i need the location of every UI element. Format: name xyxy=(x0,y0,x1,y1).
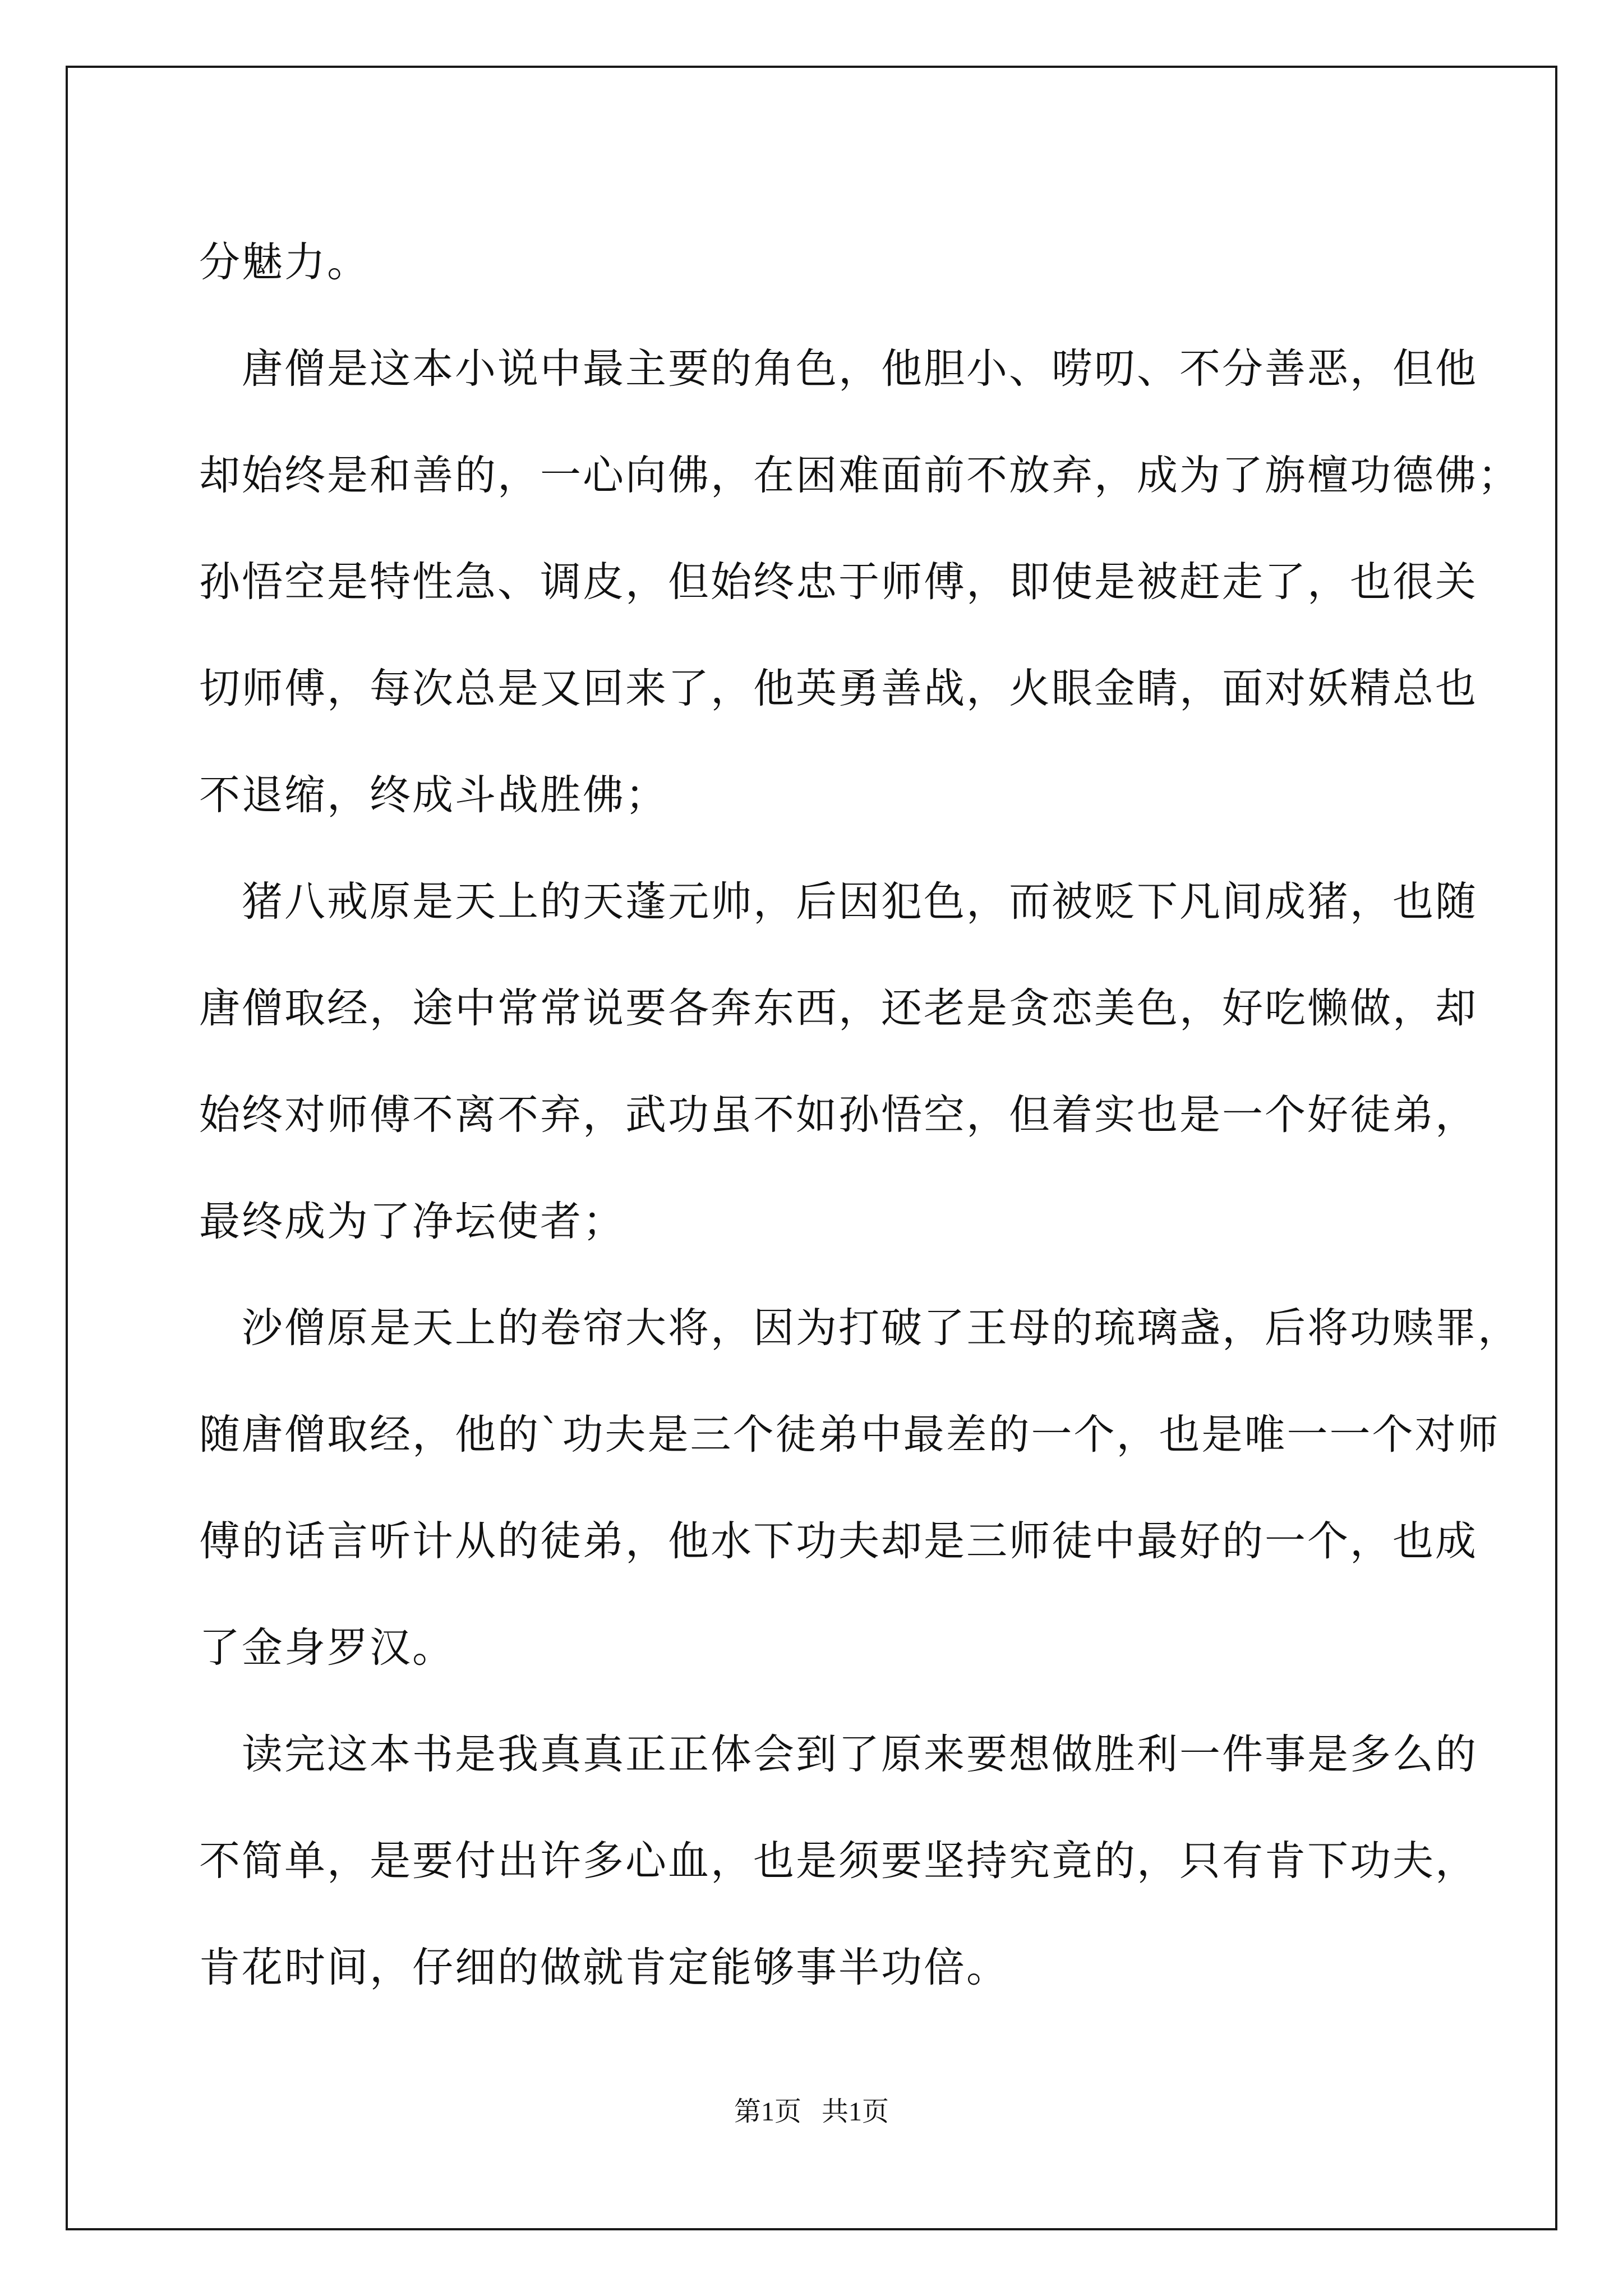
text-line: 不简单，是要付出许多心血，也是须要坚持究竟的，只有肯下功夫， xyxy=(199,1837,1478,1885)
text-line: 分魅力。 xyxy=(199,238,370,286)
page-footer xyxy=(0,2095,1623,2129)
text-line: 猪八戒原是天上的天蓬元帅，后因犯色，而被贬下凡间成猪，也随 xyxy=(199,878,1478,926)
page-total: 共1页 xyxy=(822,2097,889,2127)
text-line: 沙僧原是天上的卷帘大将，因为打破了王母的琉璃盏，后将功赎罪， xyxy=(199,1304,1520,1352)
text-line: 孙悟空是特性急、调皮，但始终忠于师傅，即使是被赶走了，也很关 xyxy=(199,558,1478,606)
text-line: 唐僧是这本小说中最主要的角色，他胆小、唠叨、不分善恶，但他 xyxy=(199,345,1478,393)
text-line: 读完这本书是我真真正正体会到了原来要想做胜利一件事是多么的 xyxy=(199,1731,1478,1778)
text-line: 了金身罗汉。 xyxy=(199,1624,455,1672)
text-line: 却始终是和善的，一心向佛，在困难面前不放弃，成为了旃檀功德佛； xyxy=(199,452,1520,499)
footer-gap xyxy=(801,2097,822,2127)
text-line: 不退缩，终成斗战胜佛； xyxy=(199,771,668,819)
page-number: 第1页 xyxy=(734,2097,801,2127)
text-line: 切师傅，每次总是又回来了，他英勇善战，火眼金睛，面对妖精总也 xyxy=(199,665,1478,712)
text-line: 最终成为了净坛使者； xyxy=(199,1198,625,1245)
text-line: 唐僧取经，途中常常说要各奔东西，还老是贪恋美色，好吃懒做，却 xyxy=(199,984,1478,1032)
text-line: 始终对师傅不离不弃，武功虽不如孙悟空，但着实也是一个好徒弟， xyxy=(199,1091,1478,1139)
text-line: 傅的话言听计从的徒弟，他水下功夫却是三师徒中最好的一个，也成 xyxy=(199,1517,1478,1565)
text-line: 随唐僧取经，他的`功夫是三个徒弟中最差的一个，也是唯一一个对师 xyxy=(199,1411,1500,1458)
document-body xyxy=(199,209,1520,2021)
text-line: 肯花时间，仔细的做就肯定能够事半功倍。 xyxy=(199,1944,1009,1991)
